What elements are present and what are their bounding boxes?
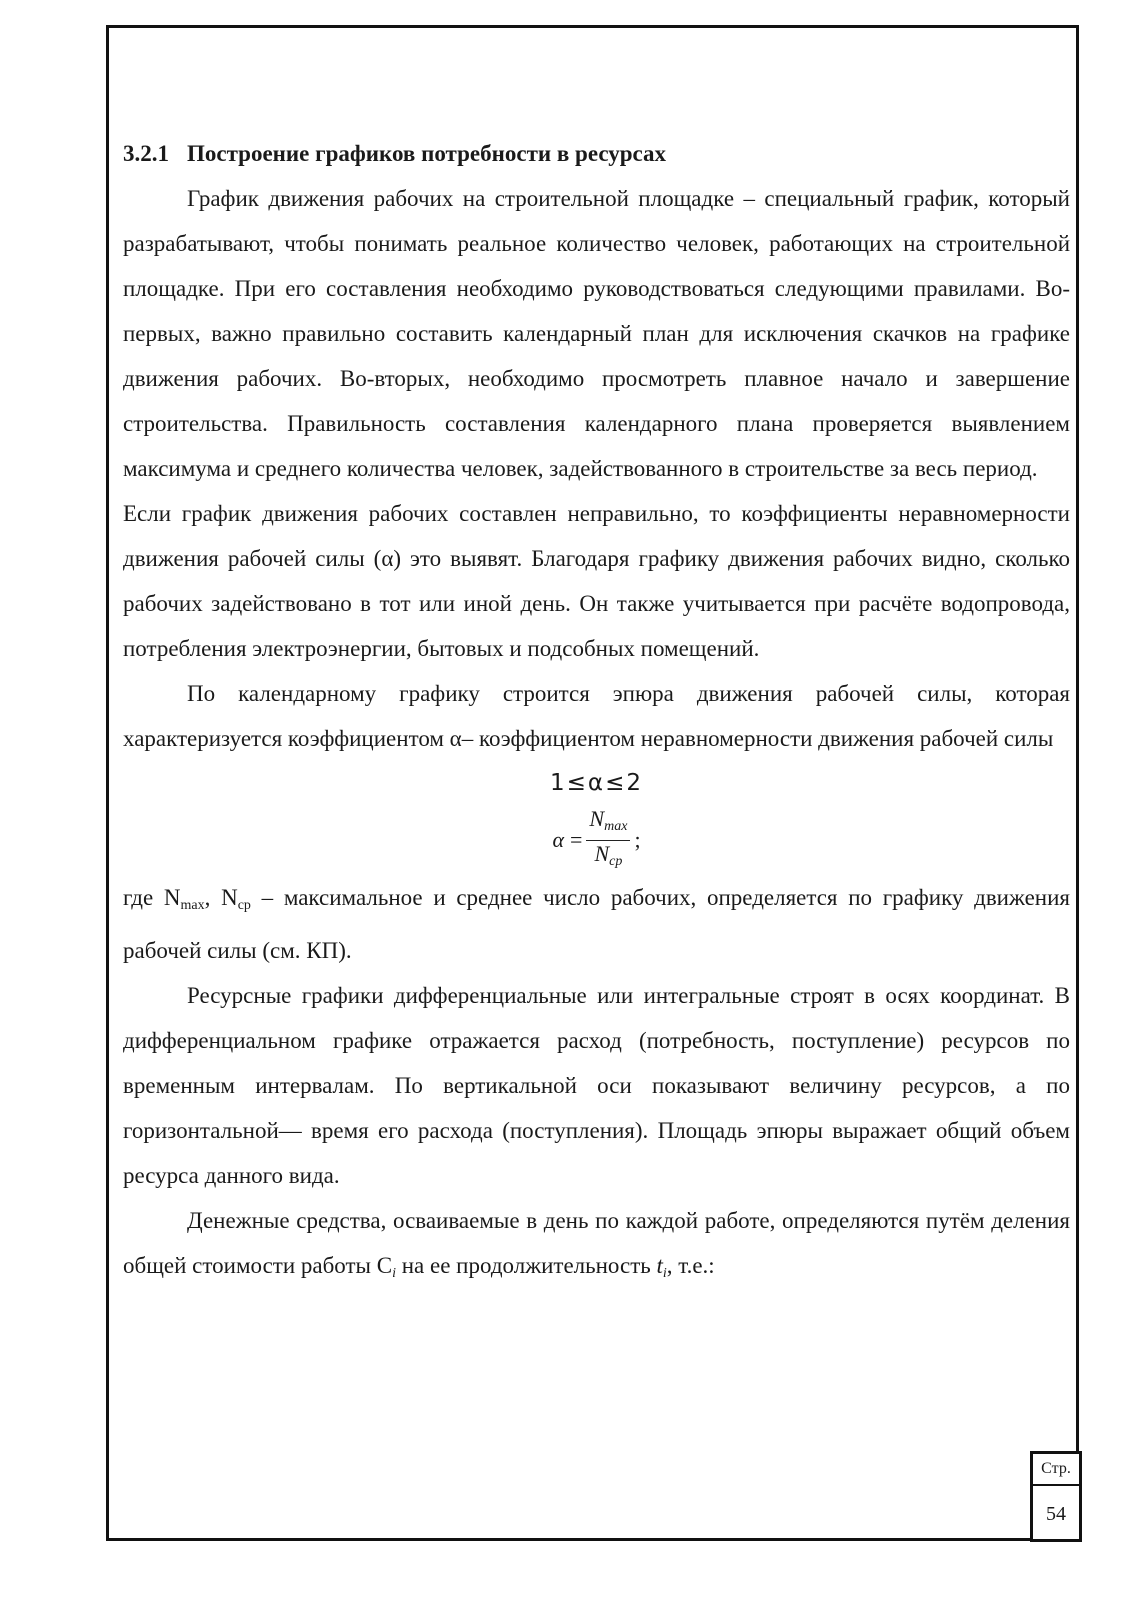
p5-part3: , т.е.: <box>666 1253 715 1278</box>
where-sub-max: max <box>180 898 205 913</box>
numerator-letter: N <box>589 805 605 831</box>
paragraph-4: Ресурсные графики дифференциальные или интегральные строят в осях координат. В дифференциальном графике отражается расход (потребность, поступление) ресурсов по временным интервалам. По вертикальной оси показывают величину ресурсов, а по горизонтальной— время его расхода (поступления). Площадь эпюры выражает общий объем ресурса данного вида. <box>123 983 1070 1188</box>
where-rest: – максимальное и среднее число рабочих, определяется по графику движения рабочей силы (см. КП). <box>123 885 1070 963</box>
page-number-stamp <box>1030 1451 1082 1542</box>
where-prefix: где N <box>123 885 181 910</box>
section-heading <box>123 132 1070 176</box>
numerator-sub: max <box>604 818 628 834</box>
paragraph-3: По календарному графику строится эпюра движения рабочей силы, которая характеризуется коэффициентом α– коэффициентом неравномерности движения рабочей силы <box>123 681 1070 751</box>
paragraph-2: Если график движения рабочих составлен неправильно, то коэффициенты неравномерности движения рабочей силы (α) это выявят. Благодаря графику движения рабочих видно, сколько рабочих задействовано в тот или иной день. Он также учитывается при расчёте водопровода, потребления электроэнергии, бытовых и подсобных помещений. <box>123 501 1070 661</box>
inequality-formula: 1≤α≤2 <box>550 770 643 796</box>
p5-part1: Денежные средства, осваиваемые в день по каждой работе, определяются путём деления общей стоимости работы С <box>123 1208 1070 1278</box>
fraction-numerator <box>586 806 630 841</box>
equals-sign: = <box>570 827 583 852</box>
stamp-label: Стр. <box>1033 1454 1079 1486</box>
alpha-symbol: α <box>552 827 564 852</box>
document-body <box>123 132 1070 1296</box>
section-number: 3.2.1 <box>123 141 169 166</box>
page-number: 54 <box>1046 1503 1066 1525</box>
paragraph-1: График движения рабочих на строительной площадке – специальный график, который разрабатывают, чтобы понимать реальное количество человек, работающих на строительной площадке. При его составления необходимо руководствоваться следующими правилами. Во-первых, важно правильно составить календарный план для исключения скачков на графике движения рабочих. Во-вторых, необходимо просмотреть плавное начало и завершение строительства. Правильность составления календарного плана проверяется выявлением максимума и среднего количества человек, задействованного в строительстве за весь период. <box>123 186 1070 481</box>
where-mid: , N <box>204 885 238 910</box>
fraction-denominator <box>591 841 625 875</box>
p5-part2: на ее продолжительность <box>395 1253 657 1278</box>
denominator-sub: cp <box>609 853 623 869</box>
denominator-letter: N <box>594 840 610 866</box>
p5-sub-i: i <box>392 1266 396 1281</box>
section-title: Построение графиков потребности в ресурсах <box>187 141 667 166</box>
paragraph-5 <box>123 1198 1070 1296</box>
alpha-formula <box>123 805 1070 875</box>
where-sub-cp: ср <box>237 898 251 913</box>
p5-t: t <box>656 1253 663 1278</box>
where-clause <box>123 875 1070 973</box>
p5-sub-i2: i <box>662 1266 667 1281</box>
formula-end: ; <box>634 827 641 852</box>
fraction <box>586 806 630 875</box>
